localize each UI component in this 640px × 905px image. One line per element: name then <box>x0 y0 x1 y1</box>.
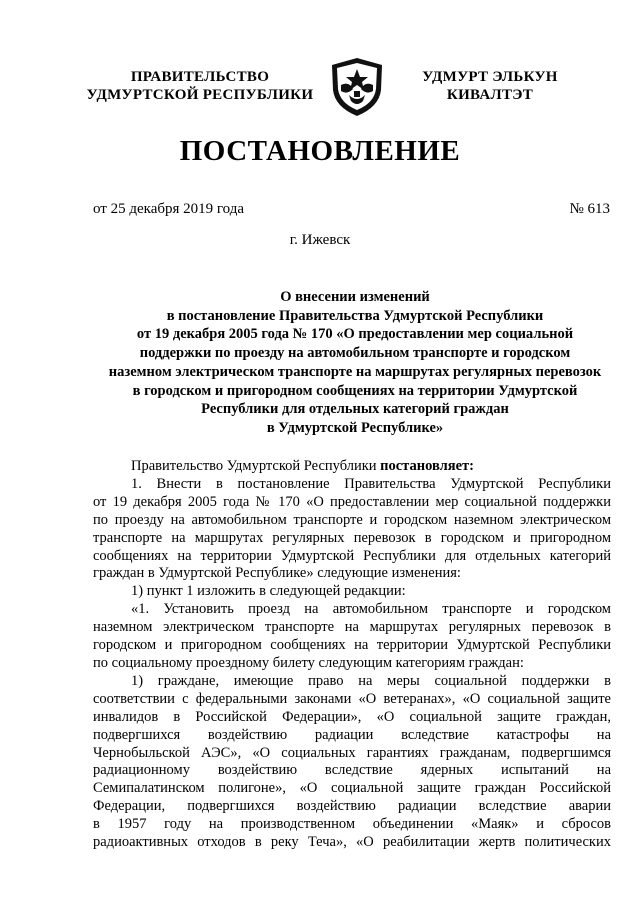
document-body <box>93 458 611 852</box>
title-line: в городском и пригородном сообщениях на территории Удмуртской <box>132 382 578 399</box>
subitem-1: 1) пункт 1 изложить в следующей редакции: <box>131 583 406 600</box>
title-line: поддержки по проезду на автомобильном транспорте и городском <box>139 345 571 362</box>
issuer-line: ПРАВИТЕЛЬСТВО <box>130 69 270 85</box>
document-number: № 613 <box>569 201 610 217</box>
document-title <box>80 288 630 438</box>
issuer-line: УДМУРТ ЭЛЬКУН <box>422 69 558 85</box>
body-line: инвалидов в Российской Федерации», «О социальной защите граждан, <box>93 708 611 725</box>
quoted-item-1 <box>93 601 611 673</box>
body-line: сообщениях на территории Удмуртской Республики для отдельных категорий <box>93 547 611 564</box>
body-line: Федерации, подвергшихся воздействию радиации вследствие аварии <box>93 798 611 815</box>
title-line: О внесении изменений <box>280 289 430 305</box>
paragraph-item-1 <box>93 476 611 583</box>
title-line: в Удмуртской Республике» <box>266 419 444 436</box>
category-list-item-1 <box>93 673 611 852</box>
body-line: радиационному воздействию вследствие ядерных испытаний на <box>93 762 611 779</box>
body-line: в 1957 году на производственном объединении «Маяк» и сбросов <box>93 816 611 833</box>
coat-of-arms-emblem <box>327 55 387 119</box>
title-line: в постановление Правительства Удмуртской Республики <box>166 307 544 324</box>
body-line: по социальному проездному билету следующим категориям граждан: <box>93 654 524 671</box>
document-date: от 25 декабря 2019 года <box>93 201 245 217</box>
body-line: 1. Внести в постановление Правительства Удмуртской Республики <box>131 475 611 492</box>
title-line: наземном электрическом транспорте на маршрутах регулярных перевозок <box>108 363 602 380</box>
document-city: г. Ижевск <box>289 232 351 248</box>
intro-verb: постановляет: <box>380 458 474 474</box>
body-line: наземном электрическом транспорте на маршрутах регулярных перевозок в <box>93 619 611 636</box>
body-line: от 19 декабря 2005 года № 170 «О предоставлении мер социальной поддержки <box>93 493 611 510</box>
issuer-block-udmurt <box>405 68 575 104</box>
title-line: Республики для отдельных категорий граждан <box>201 401 509 418</box>
body-line: 1) граждане, имеющие право на меры социальной поддержки в <box>131 672 611 689</box>
body-line: подвергшихся воздействию радиации вследствие катастрофы на <box>93 726 611 743</box>
body-line: городском и пригородном сообщениях на территории Удмуртской Республики <box>93 637 611 654</box>
issuer-line: УДМУРТСКОЙ РЕСПУБЛИКИ <box>86 87 314 103</box>
body-line: «1. Установить проезд на автомобильном транспорте и городском <box>131 601 611 618</box>
body-line: радиоактивных отходов в реку Теча», «О реабилитации жертв политических <box>93 834 611 851</box>
body-line: граждан в Удмуртской Республике» следующие изменения: <box>93 565 461 582</box>
issuer-line: КИВАЛТЭТ <box>446 87 534 103</box>
issuer-block-russian <box>82 68 318 104</box>
intro-text: Правительство Удмуртской Республики <box>131 458 381 474</box>
intro-paragraph <box>93 458 611 476</box>
body-line: Чернобыльской АЭС», «О социальных гарантиях гражданам, подвергшимся <box>93 744 611 761</box>
document-type-heading: ПОСТАНОВЛЕНИЕ <box>179 135 461 167</box>
body-line: Семипалатинском полигоне», «О социальной защите граждан Российской <box>93 780 611 797</box>
body-line: транспорте на маршрутах регулярных перевозок в городском и пригородном <box>93 529 611 546</box>
body-line: соответствии с федеральными законами «О ветеранах», «О социальной защите <box>93 690 611 707</box>
body-line: по проезду на автомобильном транспорте и городском наземном электрическом <box>93 511 611 528</box>
title-line: от 19 декабря 2005 года № 170 «О предоставлении мер социальной <box>136 326 574 343</box>
